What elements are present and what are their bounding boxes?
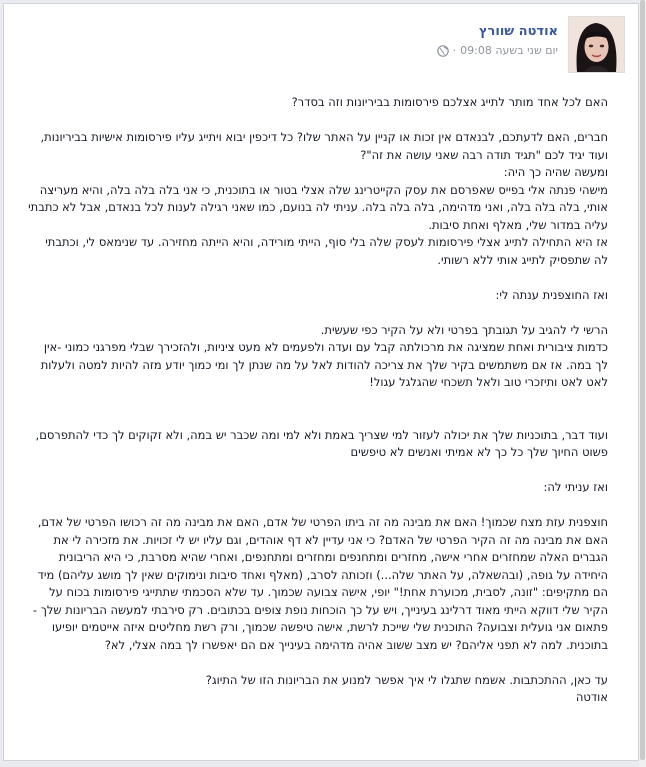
author-name[interactable]: אודטה שוורץ — [478, 24, 558, 39]
post-meta — [437, 44, 558, 57]
post-header — [4, 4, 638, 84]
scrollbar[interactable] — [639, 0, 646, 767]
avatar-photo — [569, 17, 624, 72]
post-body: האם לכל אחד מותר לתייג אצלכם פירסומות בביריונות וזה בסדר? חברים, האם לדעתכם, לבנאדם אין זכות או קניין על האתר שלו? כל דיכפין יבוא ויתייג עליו פירסומות אישיות בביריונות, ועוד יגיד לכם "תגיד תודה רבה שאני עושה את זה"? ומעשה שהיה כך היה: מישהי פנתה אלי בפייס שאפרסם את עסק הקייטרינג שלה אצלי בטור או בתוכנית, כי אני בלה בלה בלה, והיא מעריצה אותי, בלה בלה בלה, ואני מדהימה, בלה בלה בלה. עניתי לה בנועם, כמו שאני רגילה לענות לכל בנאדם, אבל לא כתבתי עליה במדור שלי, מאלף ואחת סיבות. אז היא התחילה לתייג אצלי פירסומות לעסק שלה בלי סוף, הייתי מורידה, והיא הייתה מחזירה. עד שנימאס לי, וכתבתי לה שתפסיק לתייג אותי ללא רשותי. ואז החוצפנית ענתה לי: הרשי לי להגיב על תגובתך בפרטי ולא על הקיר כפי שעשית. כדמות ציבורית ואחת שמציגה את מרכולתה קבל עם ועדה ולפעמים לא מעט ציניות, ולהזכירך שבלי מפרגני כמוני -אין לך במה. אז אם משתמשים בקיר שלך את צריכה להודות לאל על מה שנתן לך ומי כמוך יודע מזה להיות למטה ולעלות לאט לאט ותיזכרי טוב ולאל תשכחי שהגלגל עגול! ועוד דבר, בתוכניות שלך את יכולה לעזור למי שצריך באמת ולא למי ומה שכבר יש במה, ולא זקוקים לך כדי להתפרסם, פשוט החיוך שלך כל כך לא אמיתי ואנשים לא טיפשים ואז עניתי לה: חוצפנית עזת מצח שכמוך! האם את מבינה מה זה ביתו הפרטי של אדם, האם את מבינה מה זה רכושו הפרטי של אדם, האם את מבינה מה זה הקיר הפרטי של האדם? כי אני עדיין לא דף אוהדים, וגם עליו יש לי זכויות. את מזכירה לי את הגברים האלה שמחזרים אחרי אישה, מחזרים ומתחנפים ומחזרים ומתחנפים, ואחרי שהיא מסרבת, כי היא הריבונית היחידה על גופה, (ובהשאלה, על האתר שלה...) וזכותה לסרב, (מאלף ואחד סיבות ונימוקים שאין לך מושג עליהם) מיד הם מתקיפים: "זונה, לסבית, מכוערת אחת!" יופי, אישה צבועה שכמוך. עד שלא הסכמתי שתתייגי פירסומות בכוח על הקיר שלי דווקא הייתי מאוד דרלינג בעינייך, ויש על כך הוכחות נופת צופים בכתובים. רק סירבתי למעשה הבריונות שלך - פתאום אני גועלית וצבועה? התוכנית שלי שייכת לרשת, אישה טיפשה שכמוך, ורק רשת מחליטים איזה אייטמים יופיעו בתוכנית. למה לא תפני אליהם? יש מצב ששוב אהיה מדהימה בעינייך אם הם יאפשרו לך במה אצלי, לא? עד כאן, ההתכתבות. אשמח שתגלו לי איך אפשר למנוע את הבריונות הזו של התיוג? אודטה — [28, 95, 608, 704]
avatar[interactable] — [568, 16, 625, 73]
post-timestamp[interactable]: יום שני בשעה 09:08 — [460, 44, 558, 57]
post-card — [3, 3, 639, 761]
scrollbar-thumb[interactable] — [640, 0, 645, 760]
meta-separator: · — [452, 44, 457, 57]
globe-icon[interactable] — [437, 45, 449, 57]
